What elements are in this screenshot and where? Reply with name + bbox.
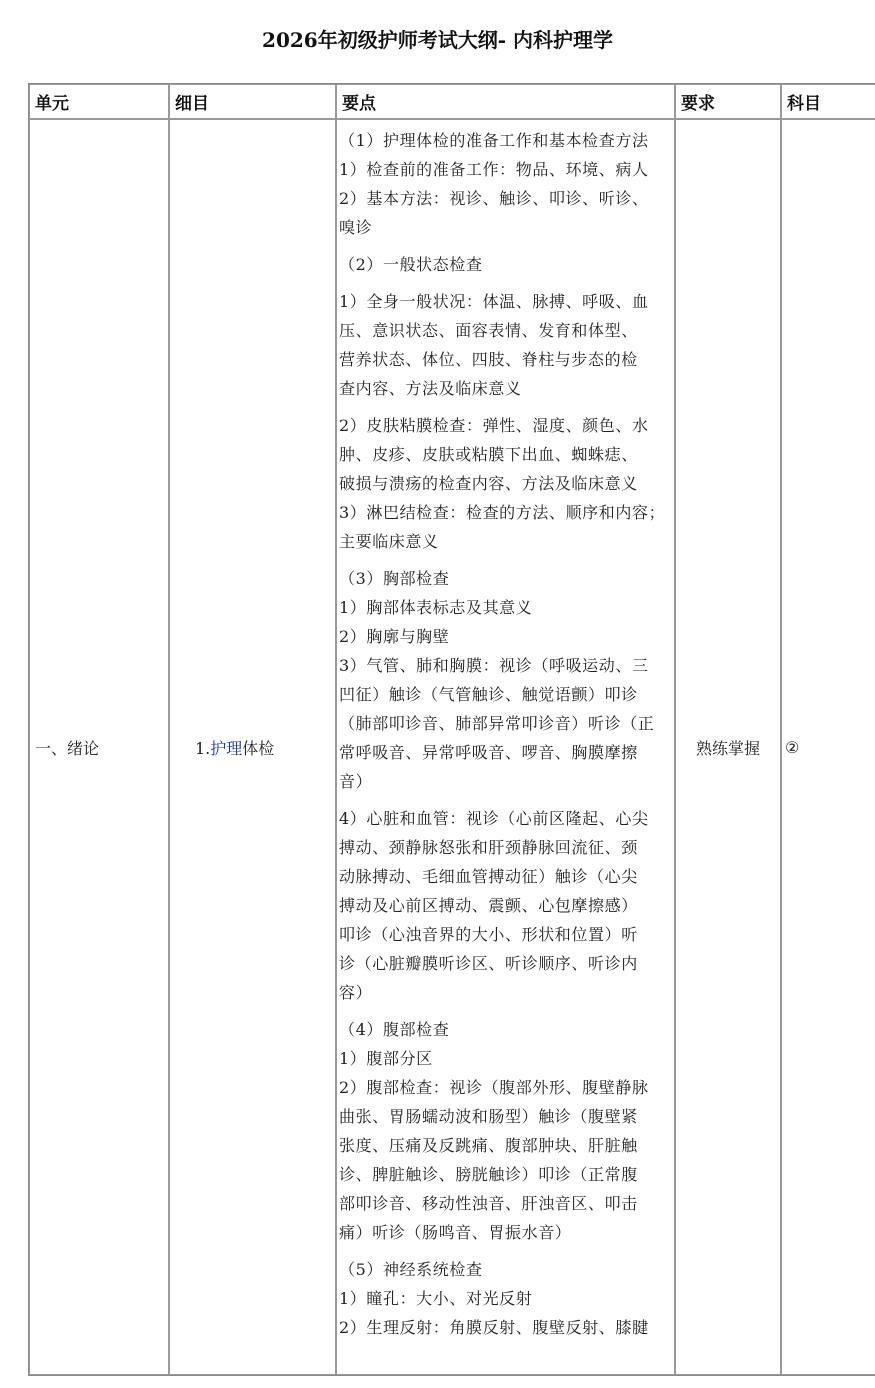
point-line: 主要临床意义	[339, 532, 439, 551]
point-line: 3）气管、肺和胸膜：视诊（呼吸运动、三	[339, 656, 649, 675]
column-header-requirement: 要求	[675, 84, 781, 119]
point-line: （1）护理体检的准备工作和基本检查方法	[339, 131, 649, 150]
paragraph-gap	[339, 556, 672, 564]
point-line: 2）腹部检查：视诊（腹部外形、腹壁静脉	[339, 1078, 649, 1097]
document-title: 2026年初级护师考试大纲- 内科护理学	[262, 28, 613, 52]
point-line: 部叩诊音、移动性浊音、肝浊音区、叩击	[339, 1194, 638, 1213]
point-line: 痛）听诊（肠鸣音、胃振水音）	[339, 1223, 572, 1242]
column-header-points: 要点	[336, 84, 675, 119]
detail-text: 体检	[242, 738, 275, 758]
outline-table	[28, 83, 875, 1376]
paragraph-gap	[339, 1247, 672, 1255]
point-line: 2）基本方法：视诊、触诊、叩诊、听诊、	[339, 189, 649, 208]
point-line: 查内容、方法及临床意义	[339, 379, 522, 398]
point-line: 凹征）触诊（气管触诊、触觉语颤）叩诊	[339, 685, 638, 704]
point-line: 嗅诊	[339, 218, 373, 237]
paragraph-gap	[339, 403, 672, 411]
point-line: 搏动及心前区搏动、震颤、心包摩擦感）	[339, 896, 638, 915]
paragraph-gap	[339, 796, 672, 804]
point-line: 1）全身一般状况：体温、脉搏、呼吸、血	[339, 292, 649, 311]
point-line: 营养状态、体位、四肢、脊柱与步态的检	[339, 350, 638, 369]
point-line: 曲张、胃肠蠕动波和肠型）触诊（腹壁紧	[339, 1107, 638, 1126]
table-row	[29, 119, 875, 1375]
point-line: 搏动、颈静脉怒张和肝颈静脉回流征、颈	[339, 838, 638, 857]
point-line: 容）	[339, 983, 373, 1002]
point-line: 破损与溃疡的检查内容、方法及临床意义	[339, 474, 638, 493]
point-line: 压、意识状态、面容表情、发育和体型、	[339, 321, 638, 340]
unit-cell: 一、绪论	[29, 119, 169, 1375]
points-list	[339, 126, 672, 1342]
point-line: 张度、压痛及反跳痛、腹部肿块、肝脏触	[339, 1136, 638, 1155]
detail-cell	[169, 119, 336, 1375]
point-line: 2）胸廓与胸壁	[339, 627, 450, 646]
column-header-subject: 科目	[781, 84, 875, 119]
point-line: 1）瞳孔：大小、对光反射	[339, 1289, 533, 1308]
point-line: 诊（心脏瓣膜听诊区、听诊顺序、听诊内	[339, 954, 638, 973]
point-line: 叩诊（心浊音界的大小、形状和位置）听	[339, 925, 638, 944]
point-line: 音）	[339, 772, 373, 791]
point-line: 常呼吸音、异常呼吸音、啰音、胸膜摩擦	[339, 743, 638, 762]
point-line: 肿、皮疹、皮肤或粘膜下出血、蜘蛛痣、	[339, 445, 638, 464]
column-header-unit: 单元	[29, 84, 169, 119]
point-line: （4）腹部检查	[339, 1020, 450, 1039]
paragraph-gap	[339, 1007, 672, 1015]
point-line: 诊、脾脏触诊、膀胱触诊）叩诊（正常腹	[339, 1165, 638, 1184]
paragraph-gap	[339, 279, 672, 287]
subject-cell: ②	[781, 119, 875, 1375]
point-line: （肺部叩诊音、肺部异常叩诊音）听诊（正	[339, 714, 655, 733]
detail-link[interactable]: 护理	[210, 738, 243, 758]
point-line: 1）腹部分区	[339, 1049, 433, 1068]
paragraph-gap	[339, 242, 672, 250]
requirement-cell: 熟练掌握	[675, 119, 781, 1375]
point-line: 1）检查前的准备工作：物品、环境、病人	[339, 160, 649, 179]
point-line: 1）胸部体表标志及其意义	[339, 598, 533, 617]
point-line: （3）胸部检查	[339, 569, 450, 588]
point-line: （2）一般状态检查	[339, 255, 483, 274]
point-line: 3）淋巴结检查：检查的方法、顺序和内容；	[339, 503, 666, 522]
column-header-detail: 细目	[169, 84, 336, 119]
point-line: 2）生理反射：角膜反射、腹壁反射、膝腱	[339, 1318, 649, 1337]
point-line: 2）皮肤粘膜检查：弹性、湿度、颜色、水	[339, 416, 649, 435]
point-line: 动脉搏动、毛细血管搏动征）触诊（心尖	[339, 867, 638, 886]
point-line: （5）神经系统检查	[339, 1260, 483, 1279]
points-cell	[336, 119, 675, 1375]
header-row	[29, 84, 875, 119]
detail-number: 1.	[195, 738, 211, 758]
point-line: 4）心脏和血管：视诊（心前区隆起、心尖	[339, 809, 649, 828]
